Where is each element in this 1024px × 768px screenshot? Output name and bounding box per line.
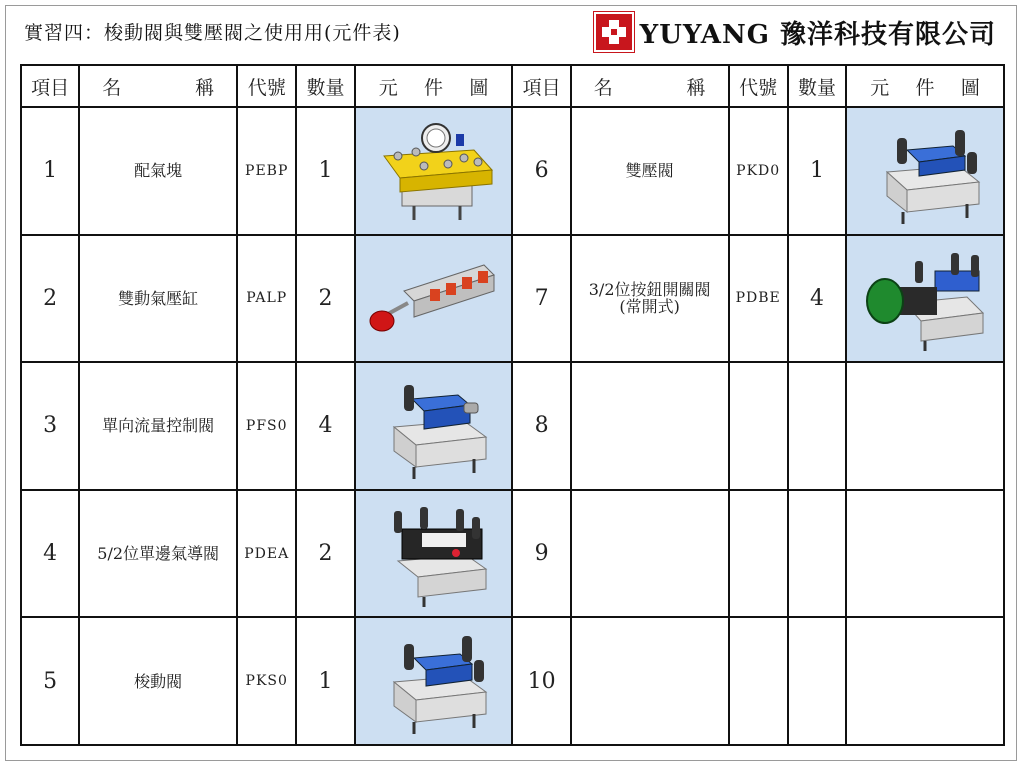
flow-control-valve-icon — [364, 371, 504, 481]
header-figure: 元 件 圖 — [355, 65, 513, 107]
component-code: PDBE — [729, 235, 788, 363]
item-number: 7 — [512, 235, 570, 363]
component-name — [571, 617, 729, 745]
component-code — [729, 617, 788, 745]
component-name: 梭動閥 — [79, 617, 237, 745]
component-quantity: 2 — [296, 235, 354, 363]
table-row — [21, 107, 1004, 235]
component-code: PFS0 — [237, 362, 296, 490]
header-item: 項目 — [21, 65, 79, 107]
component-name: 5/2位單邊氣導閥 — [79, 490, 237, 618]
component-figure — [355, 235, 513, 363]
component-name — [571, 362, 729, 490]
brand-header — [594, 12, 996, 52]
component-quantity — [788, 617, 846, 745]
component-name-line: (常開式) — [619, 297, 680, 317]
table-header-row — [21, 65, 1004, 107]
item-number: 10 — [512, 617, 570, 745]
component-figure — [846, 107, 1004, 235]
item-number: 4 — [21, 490, 79, 618]
header-qty: 數量 — [296, 65, 354, 107]
header-code: 代號 — [729, 65, 788, 107]
item-number: 6 — [512, 107, 570, 235]
component-quantity: 4 — [296, 362, 354, 490]
component-figure — [355, 617, 513, 745]
item-number: 3 — [21, 362, 79, 490]
table-row — [21, 235, 1004, 363]
component-quantity: 1 — [788, 107, 846, 235]
component-quantity: 1 — [296, 107, 354, 235]
push-button-valve-icon — [855, 243, 995, 353]
component-quantity — [788, 362, 846, 490]
header-name: 名 稱 — [79, 65, 237, 107]
component-code: PALP — [237, 235, 296, 363]
component-name — [571, 490, 729, 618]
component-code: PEBP — [237, 107, 296, 235]
component-name: 雙壓閥 — [571, 107, 729, 235]
red-cross-logo-icon — [594, 12, 634, 52]
component-code — [729, 362, 788, 490]
component-code: PDEA — [237, 490, 296, 618]
item-number: 2 — [21, 235, 79, 363]
table-row — [21, 490, 1004, 618]
component-name — [571, 235, 729, 363]
table-row — [21, 617, 1004, 745]
component-figure — [846, 362, 1004, 490]
item-number: 5 — [21, 617, 79, 745]
component-figure — [846, 490, 1004, 618]
header-name: 名 稱 — [571, 65, 729, 107]
component-figure — [355, 362, 513, 490]
component-figure — [355, 107, 513, 235]
component-quantity — [788, 490, 846, 618]
shuttle-valve-icon — [364, 626, 504, 736]
item-number: 8 — [512, 362, 570, 490]
component-name: 雙動氣壓缸 — [79, 235, 237, 363]
component-code: PKD0 — [729, 107, 788, 235]
double-acting-cylinder-icon — [364, 243, 504, 353]
header-code: 代號 — [237, 65, 296, 107]
component-code: PKS0 — [237, 617, 296, 745]
dual-pressure-valve-icon — [855, 116, 995, 226]
header-figure: 元 件 圖 — [846, 65, 1004, 107]
component-quantity: 1 — [296, 617, 354, 745]
table-row — [21, 362, 1004, 490]
item-number: 9 — [512, 490, 570, 618]
pilot-valve-icon — [364, 499, 504, 609]
component-quantity: 2 — [296, 490, 354, 618]
header-qty: 數量 — [788, 65, 846, 107]
component-code — [729, 490, 788, 618]
brand-name: YUYANG 豫洋科技有限公司 — [639, 19, 996, 50]
component-name: 單向流量控制閥 — [79, 362, 237, 490]
item-number: 1 — [21, 107, 79, 235]
component-figure — [846, 617, 1004, 745]
manifold-block-icon — [364, 116, 504, 226]
component-table — [20, 64, 1005, 746]
header-item: 項目 — [512, 65, 570, 107]
component-quantity: 4 — [788, 235, 846, 363]
component-name: 配氣塊 — [79, 107, 237, 235]
component-name-line: 3/2位按鈕開關閥 — [588, 280, 711, 300]
component-figure — [846, 235, 1004, 363]
component-figure — [355, 490, 513, 618]
document-title: 實習四：梭動閥與雙壓閥之使用用(元件表) — [24, 22, 401, 44]
